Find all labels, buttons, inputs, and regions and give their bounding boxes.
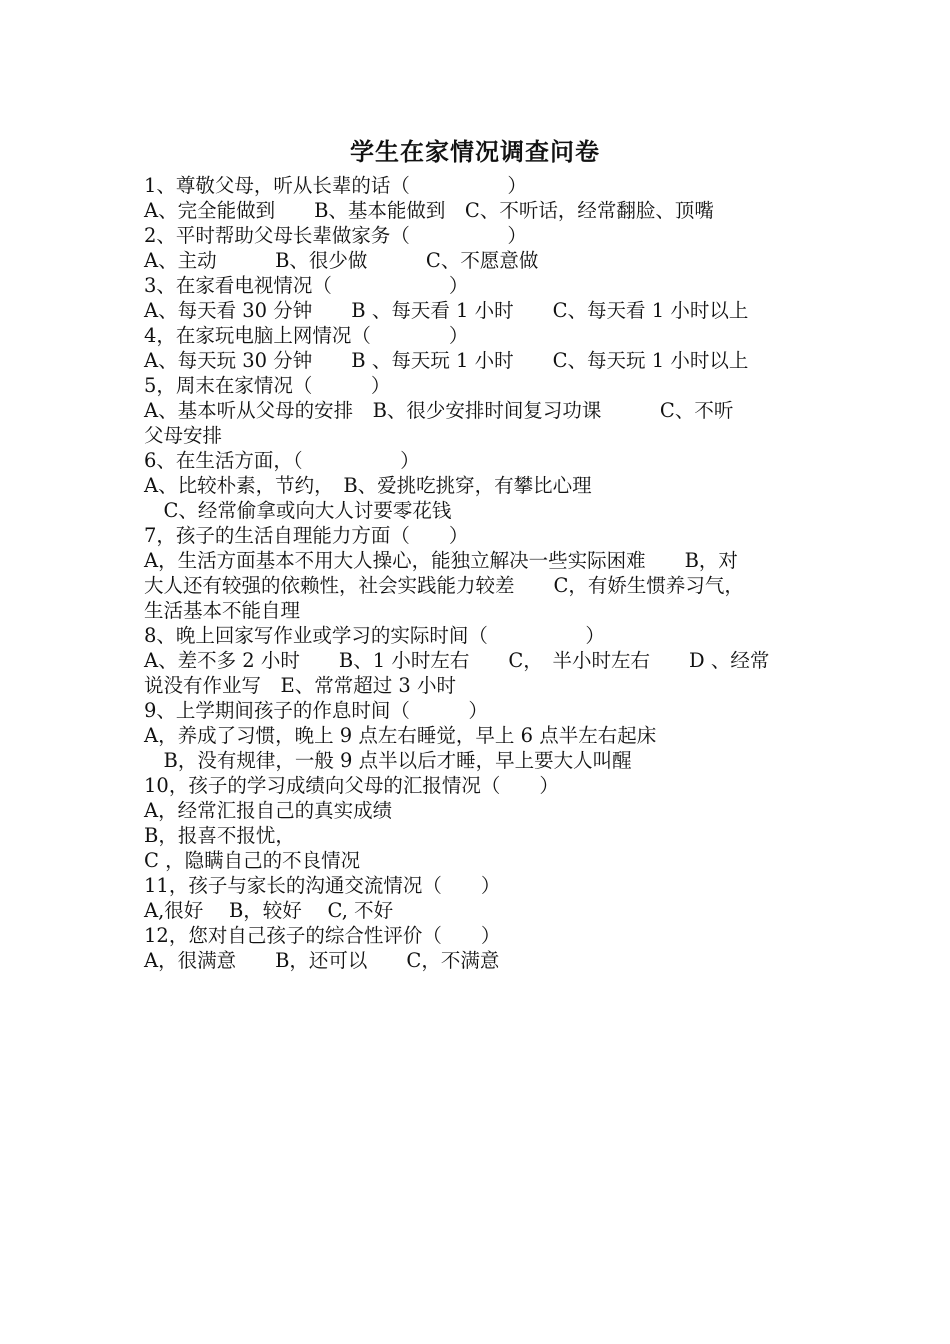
question-1: 1、尊敬父母，听从长辈的话（ ） xyxy=(144,174,527,197)
question-11: 11，孩子与家长的沟通交流情况（ ） xyxy=(144,874,501,897)
answer-options-7-line-3: 生活基本不能自理 xyxy=(144,599,301,622)
question-12: 12，您对自己孩子的综合性评价（ ） xyxy=(144,924,501,947)
question-8: 8、晚上回家写作业或学习的实际时间（ ） xyxy=(144,624,605,647)
answer-options-3: A、每天看 30 分钟 B 、每天看 1 小时 C、每天看 1 小时以上 xyxy=(144,299,749,322)
question-4: 4，在家玩电脑上网情况（ ） xyxy=(144,324,469,347)
answer-options-12: A，很满意 B，还可以 C，不满意 xyxy=(144,949,500,972)
answer-option-10-c: C ，隐瞒自己的不良情况 xyxy=(144,849,361,872)
question-10: 10，孩子的学习成绩向父母的汇报情况（ ） xyxy=(144,774,559,797)
answer-options-5-line-2: 父母安排 xyxy=(144,424,223,447)
answer-options-1: A、完全能做到 B、基本能做到 C、不听话，经常翻脸、顶嘴 xyxy=(144,199,714,222)
answer-options-7-line-1: A，生活方面基本不用大人操心，能独立解决一些实际困难 B，对 xyxy=(144,549,738,572)
question-9: 9、上学期间孩子的作息时间（ ） xyxy=(144,699,488,722)
answer-options-9-line-2: B，没有规律，一般 9 点半以后才睡，早上要大人叫醒 xyxy=(144,749,632,772)
answer-options-6-line-1: A、比较朴素，节约， B、爱挑吃挑穿，有攀比心理 xyxy=(144,474,592,497)
answer-options-8-line-2: 说没有作业写 E、常常超过 3 小时 xyxy=(144,674,457,697)
questionnaire-body xyxy=(144,173,824,973)
question-7: 7，孩子的生活自理能力方面（ ） xyxy=(144,524,469,547)
question-3: 3、在家看电视情况（ ） xyxy=(144,274,469,297)
answer-options-4: A、每天玩 30 分钟 B 、每天玩 1 小时 C、每天玩 1 小时以上 xyxy=(144,349,749,372)
answer-options-7-line-2: 大人还有较强的依赖性，社会实践能力较差 C，有娇生惯养习气， xyxy=(144,574,744,597)
answer-options-8-line-1: A、差不多 2 小时 B、1 小时左右 C， 半小时左右 D 、经常 xyxy=(144,649,770,672)
answer-options-2: A、主动 B、很少做 C、不愿意做 xyxy=(144,249,539,272)
question-6: 6、在生活方面，（ ） xyxy=(144,449,420,472)
question-2: 2、平时帮助父母长辈做家务（ ） xyxy=(144,224,527,247)
answer-options-9-line-1: A，养成了习惯，晚上 9 点左右睡觉，早上 6 点半左右起床 xyxy=(144,724,657,747)
answer-options-11: A,很好 B，较好 C, 不好 xyxy=(144,899,394,922)
answer-option-10-a: A，经常汇报自己的真实成绩 xyxy=(144,799,393,822)
answer-options-6-line-2: C、经常偷拿或向大人讨要零花钱 xyxy=(144,499,452,522)
page-title: 学生在家情况调查问卷 xyxy=(350,138,600,166)
question-5: 5，周末在家情况（ ） xyxy=(144,374,391,397)
answer-option-10-b: B，报喜不报忧， xyxy=(144,824,295,847)
answer-options-5-line-1: A、基本听从父母的安排 B、很少安排时间复习功课 C、不听 xyxy=(144,399,734,422)
